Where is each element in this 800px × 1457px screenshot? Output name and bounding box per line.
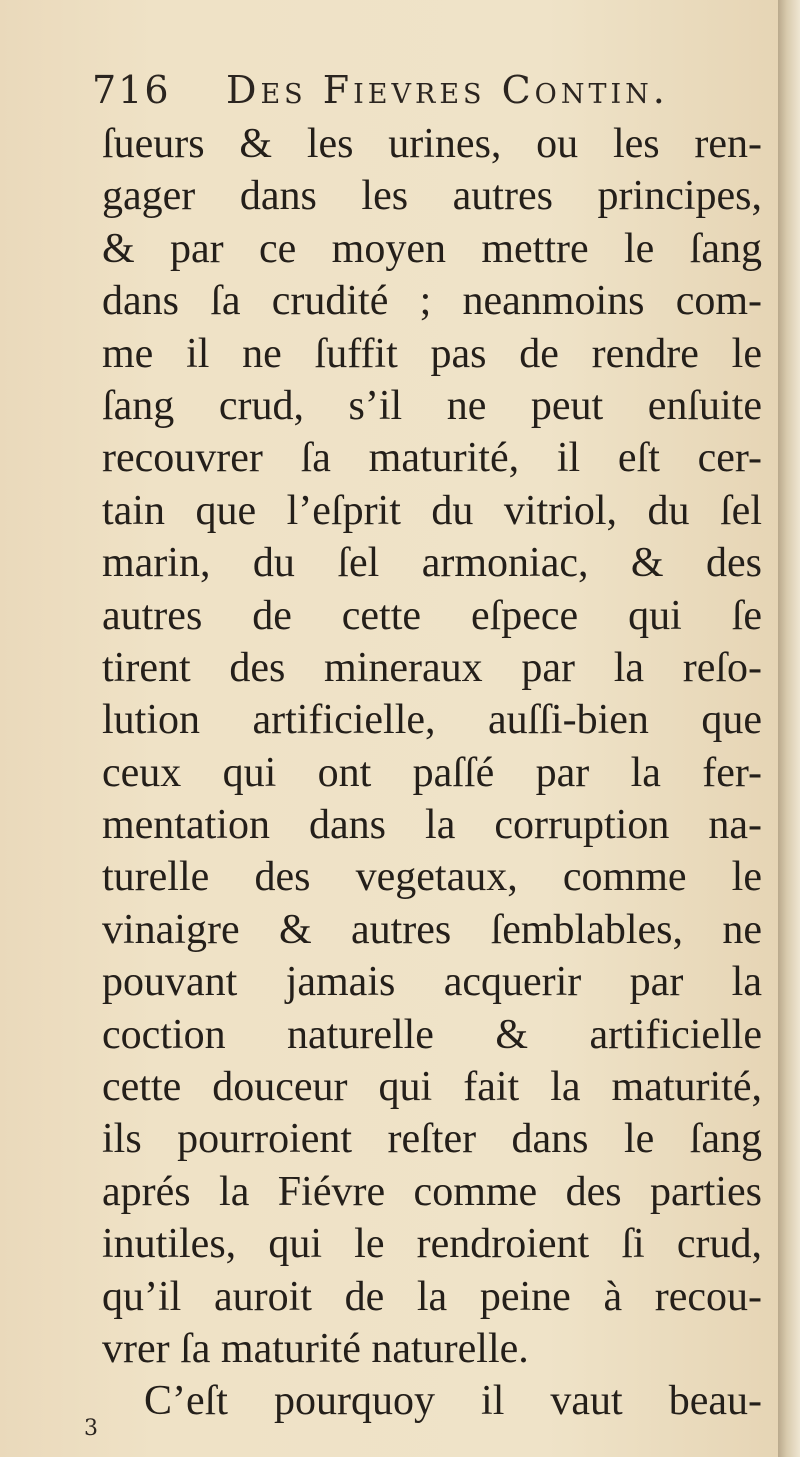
- text-line: mentation dans la corruption na-: [102, 802, 762, 849]
- text-line: dans ſa crudité ; neanmoins com-: [102, 278, 762, 325]
- text-line: autres de cette eſpece qui ſe: [102, 592, 762, 639]
- text-line: coction naturelle & artificielle: [102, 1011, 762, 1058]
- text-line: inutiles, qui le rendroient ſi crud,: [102, 1221, 762, 1268]
- page-gutter: [778, 0, 800, 1457]
- page-number: 716: [92, 68, 171, 112]
- text-line: ceux qui ont paſſé par la fer-: [102, 749, 762, 796]
- text-line: aprés la Fiévre comme des parties: [102, 1168, 762, 1215]
- body-text: [102, 118, 762, 1428]
- text-line: recouvrer ſa maturité, il eſt cer-: [102, 435, 762, 482]
- text-line: tain que l’eſprit du vitriol, du ſel: [102, 487, 762, 534]
- text-line: gager dans les autres principes,: [102, 173, 762, 220]
- text-line: turelle des vegetaux, comme le: [102, 854, 762, 901]
- text-line: ſueurs & les urines, ou les ren-: [102, 121, 762, 167]
- text-line: lution artificielle, auſſi-bien que: [102, 697, 762, 744]
- text-line: me il ne ſuffit pas de rendre le: [102, 330, 762, 377]
- text-line: C’eſt pourquoy il vaut beau-: [144, 1378, 762, 1425]
- text-line: vinaigre & autres ſemblables, ne: [102, 906, 762, 953]
- signature-mark: 3: [84, 1416, 98, 1441]
- text-line: qu’il auroit de la peine à recou-: [102, 1273, 762, 1320]
- text-line: vrer ſa maturité naturelle.: [102, 1325, 529, 1372]
- text-line: tirent des mineraux par la reſo-: [102, 644, 762, 691]
- text-line: ils pourroient reſter dans le ſang: [102, 1116, 762, 1163]
- running-title: Des Fievres Contin.: [226, 68, 669, 112]
- text-line: cette douceur qui fait la maturité,: [102, 1064, 762, 1111]
- text-line: ſang crud, s’il ne peut enſuite: [102, 382, 762, 429]
- text-line: marin, du ſel armoniac, & des: [102, 540, 762, 587]
- page-header: [92, 66, 742, 122]
- text-line: pouvant jamais acquerir par la: [102, 959, 762, 1006]
- text-line: & par ce moyen mettre le ſang: [102, 225, 762, 272]
